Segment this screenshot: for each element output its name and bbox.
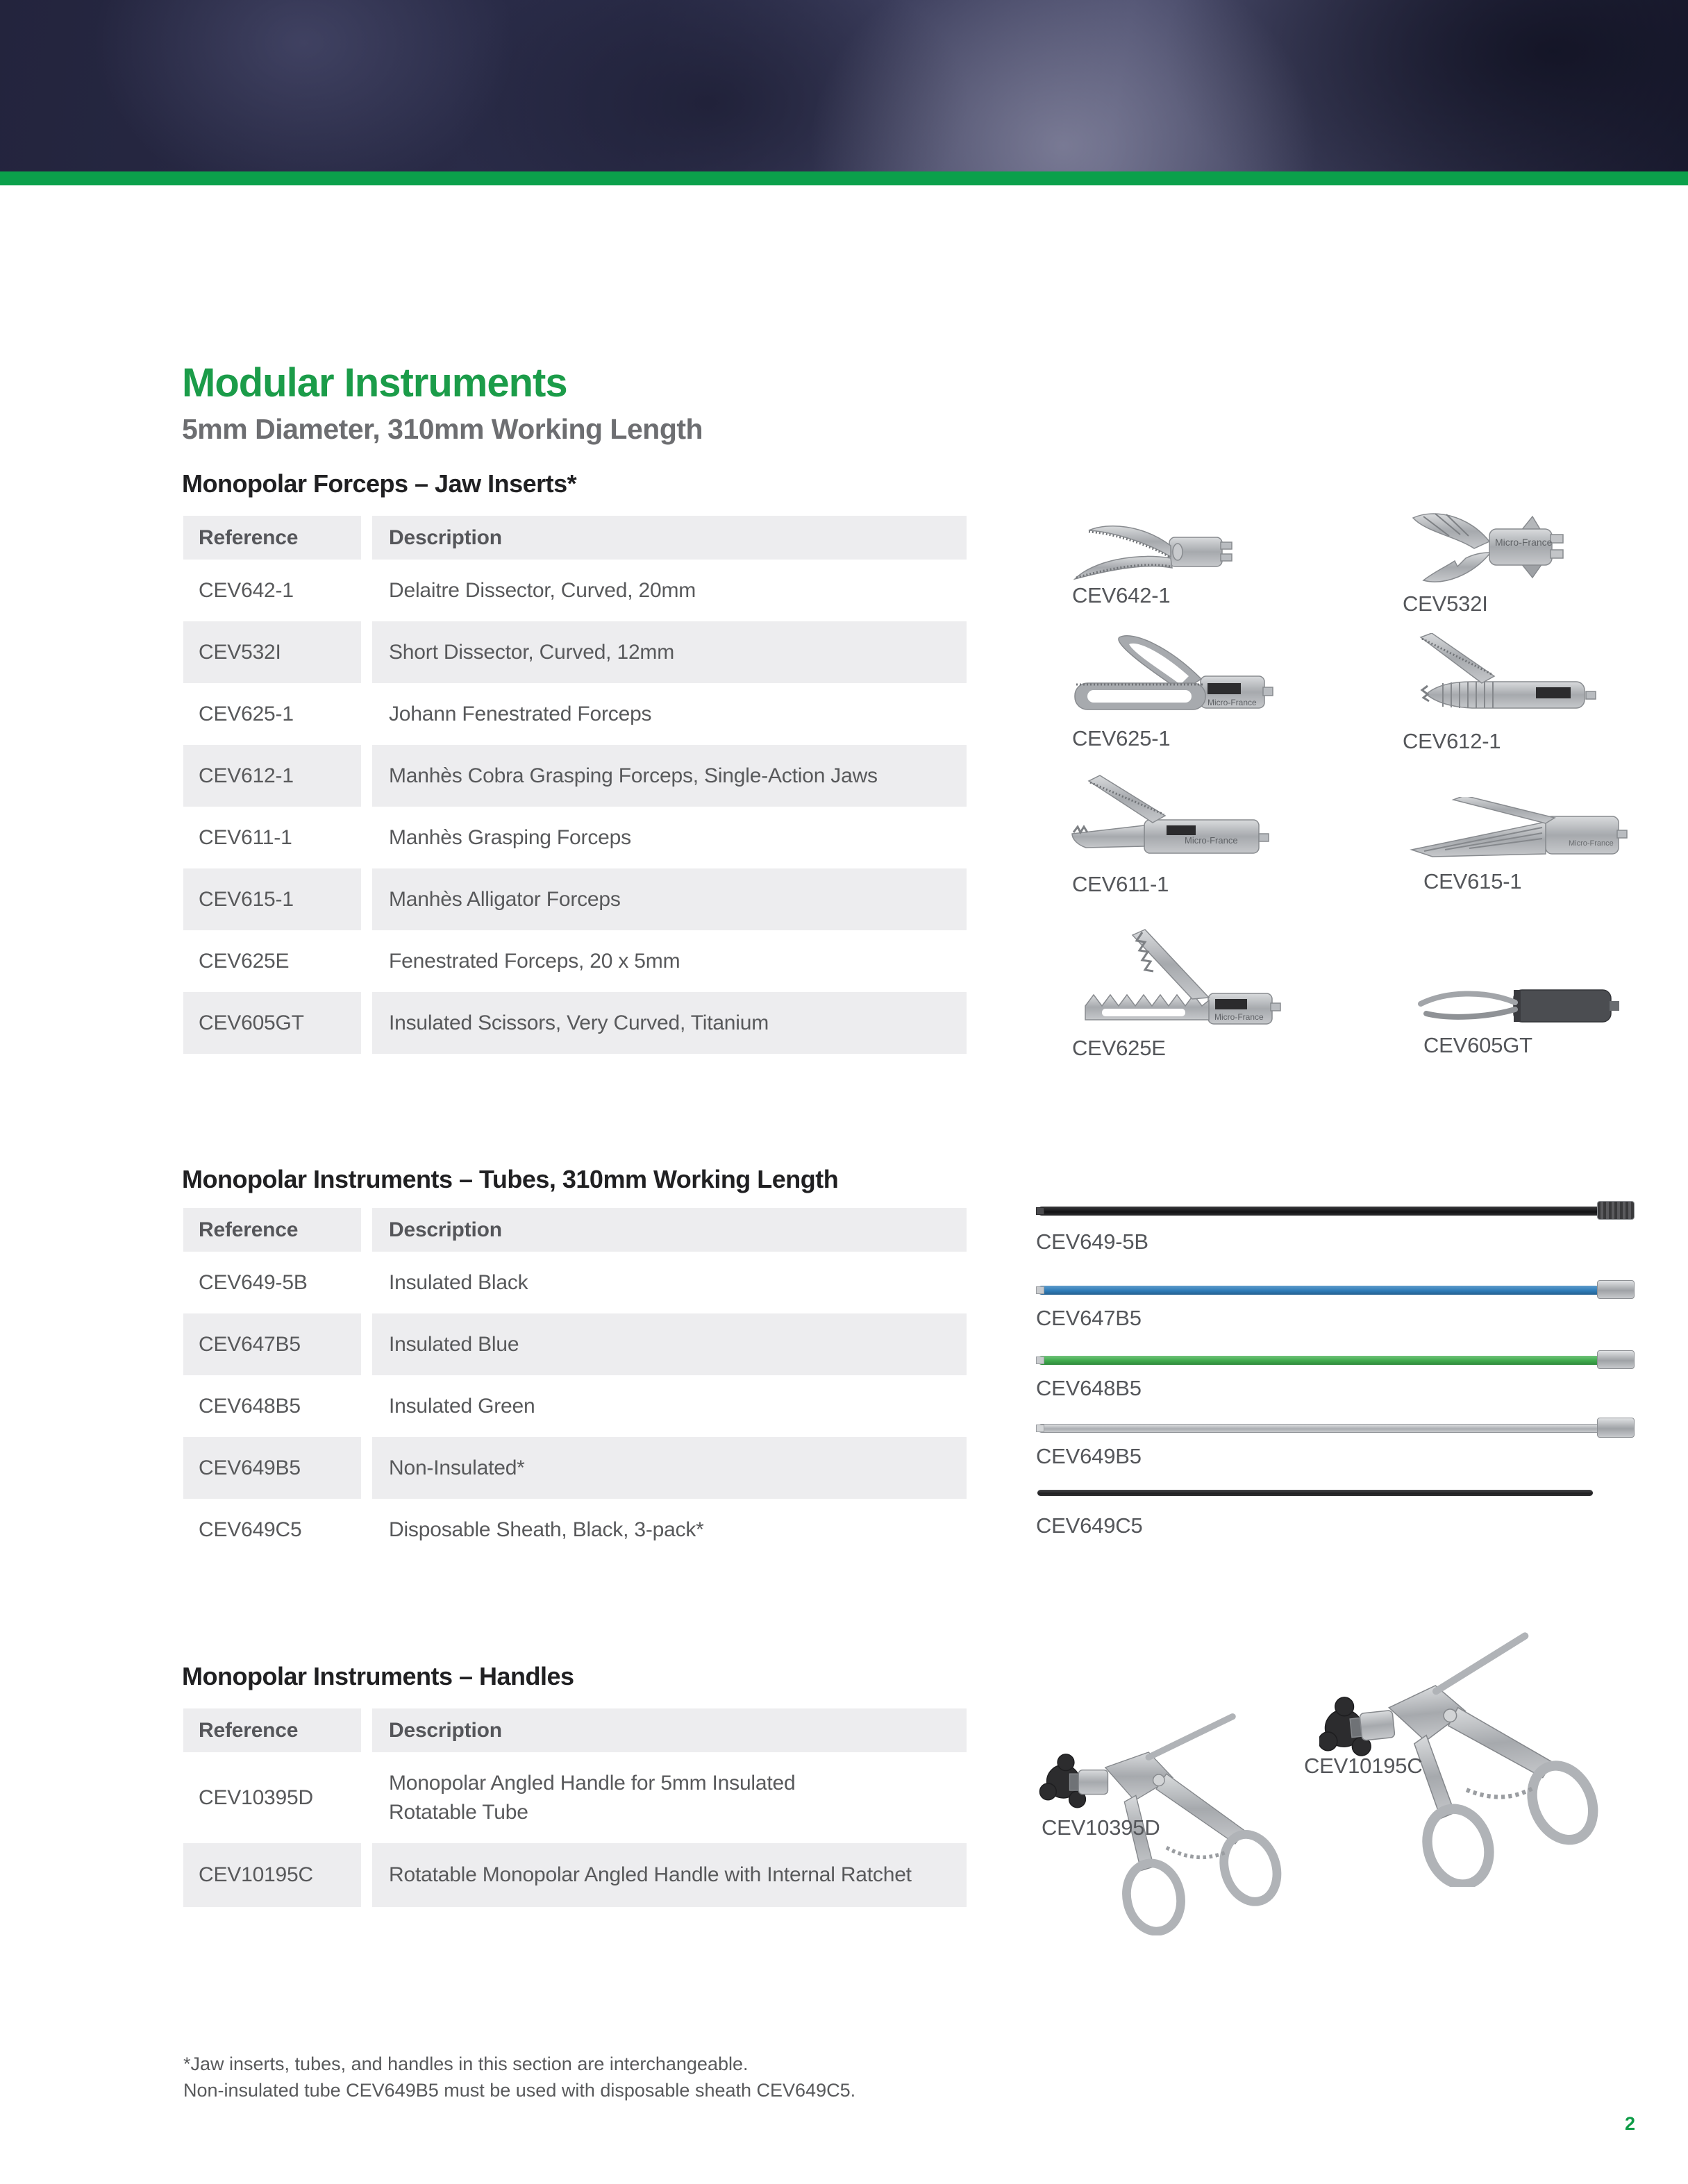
figure-label: CEV532I	[1403, 591, 1488, 616]
figure-label: CEV649-5B	[1036, 1229, 1148, 1254]
column-header-reference: Reference	[183, 1208, 361, 1252]
table-row	[183, 1375, 967, 1437]
column-header-reference: Reference	[183, 1708, 361, 1752]
description-cell: Monopolar Angled Handle for 5mm Insulated Rotatable Tube	[389, 1771, 796, 1824]
reference-cell: CEV625-1	[199, 702, 294, 725]
reference-cell: CEV625E	[199, 949, 290, 973]
description-cell: Manhès Grasping Forceps	[389, 825, 631, 849]
table-row	[183, 1752, 967, 1843]
description-cell: Insulated Black	[389, 1270, 528, 1294]
description-cell: Delaitre Dissector, Curved, 20mm	[389, 578, 696, 602]
tube-image-sheath	[1037, 1483, 1593, 1504]
instrument-image-cev625e	[1073, 927, 1285, 1030]
table-row	[183, 745, 967, 807]
engraved-brand-text: Micro-France	[1214, 1012, 1264, 1022]
table-header-row	[183, 516, 967, 560]
description-cell: Fenestrated Forceps, 20 x 5mm	[389, 949, 680, 973]
section2-heading: Monopolar Instruments – Tubes, 310mm Working Length	[182, 1165, 839, 1193]
reference-cell: CEV605GT	[183, 992, 361, 1054]
table-row	[183, 621, 967, 683]
table-row	[183, 1843, 967, 1907]
description-cell: Short Dissector, Curved, 12mm	[372, 621, 967, 683]
description-cell: Johann Fenestrated Forceps	[389, 702, 652, 725]
figure-label: CEV10195C	[1304, 1754, 1423, 1778]
figure-label: CEV611-1	[1072, 872, 1169, 896]
engraved-brand-text: Micro-France	[1495, 537, 1553, 548]
description-cell: Rotatable Monopolar Angled Handle with Internal Ratchet	[372, 1843, 967, 1907]
table-row	[183, 868, 967, 930]
table-jaw-inserts	[183, 516, 967, 1054]
instrument-image-cev611-1	[1062, 774, 1274, 866]
description-cell: Insulated Green	[389, 1394, 535, 1418]
table-row	[183, 1499, 967, 1561]
reference-cell: CEV648B5	[199, 1394, 301, 1418]
figure-label: CEV648B5	[1036, 1376, 1142, 1400]
reference-cell: CEV612-1	[183, 745, 361, 807]
table-row	[183, 992, 967, 1054]
instrument-image-cev615-1	[1403, 797, 1632, 865]
table-header-row	[183, 1708, 967, 1752]
reference-cell: CEV615-1	[183, 868, 361, 930]
description-cell: Insulated Blue	[372, 1313, 967, 1375]
table-handles	[183, 1708, 967, 1907]
green-accent-bar	[0, 171, 1688, 185]
tube-image-black	[1037, 1200, 1635, 1221]
reference-cell: CEV649C5	[199, 1518, 302, 1541]
reference-cell: CEV642-1	[199, 578, 294, 602]
instrument-image-cev612-1	[1389, 633, 1597, 722]
table-row	[183, 560, 967, 621]
instrument-image-cev625-1	[1065, 633, 1277, 722]
footnote-line1: *Jaw inserts, tubes, and handles in this section are interchangeable.	[183, 2053, 749, 2074]
table-row	[183, 683, 967, 745]
column-header-description: Description	[372, 1208, 967, 1252]
reference-cell: CEV10195C	[183, 1843, 361, 1907]
reference-cell: CEV647B5	[183, 1313, 361, 1375]
reference-cell: CEV532I	[183, 621, 361, 683]
figure-label: CEV605GT	[1423, 1033, 1532, 1057]
engraved-brand-text: Micro-France	[1185, 835, 1238, 846]
column-header-description: Description	[372, 516, 967, 560]
table-row	[183, 807, 967, 868]
section1-heading: Monopolar Forceps – Jaw Inserts*	[182, 469, 577, 498]
page-subtitle: 5mm Diameter, 310mm Working Length	[182, 413, 703, 445]
reference-cell: CEV649-5B	[199, 1270, 308, 1294]
figure-label: CEV625E	[1072, 1036, 1166, 1060]
hero-banner-image	[0, 0, 1688, 171]
figure-label: CEV649B5	[1036, 1444, 1142, 1468]
figure-label: CEV642-1	[1072, 583, 1171, 607]
column-header-description: Description	[372, 1708, 967, 1752]
section3-heading: Monopolar Instruments – Handles	[182, 1662, 574, 1690]
table-row	[183, 1437, 967, 1499]
table-row	[183, 1313, 967, 1375]
figure-label: CEV615-1	[1423, 869, 1522, 893]
instrument-image-cev642-1	[1065, 519, 1254, 583]
page-title: Modular Instruments	[182, 360, 567, 405]
description-cell: Insulated Scissors, Very Curved, Titanium	[372, 992, 967, 1054]
description-cell: Manhès Alligator Forceps	[372, 868, 967, 930]
reference-cell: CEV611-1	[199, 825, 292, 849]
description-cell: Disposable Sheath, Black, 3-pack*	[389, 1518, 704, 1541]
table-row	[183, 1252, 967, 1313]
table-header-row	[183, 1208, 967, 1252]
reference-cell: CEV649B5	[183, 1437, 361, 1499]
engraved-brand-text: Micro-France	[1569, 839, 1614, 848]
figure-label: CEV649C5	[1036, 1513, 1143, 1538]
footnote-line2: Non-insulated tube CEV649B5 must be used with disposable sheath CEV649C5.	[183, 2080, 856, 2101]
reference-cell: CEV10395D	[199, 1786, 313, 1809]
engraved-brand-text: Micro-France	[1207, 698, 1257, 707]
table-tubes	[183, 1208, 967, 1561]
tube-image-silver	[1037, 1418, 1635, 1438]
figure-label: CEV10395D	[1042, 1815, 1160, 1840]
tube-image-blue	[1037, 1279, 1635, 1300]
page-number: 2	[1625, 2113, 1636, 2134]
figure-label: CEV612-1	[1403, 729, 1501, 753]
figure-label: CEV647B5	[1036, 1306, 1142, 1330]
description-cell: Non-Insulated*	[372, 1437, 967, 1499]
column-header-reference: Reference	[183, 516, 361, 560]
table-row	[183, 930, 967, 992]
description-cell: Manhès Cobra Grasping Forceps, Single-Action Jaws	[372, 745, 967, 807]
instrument-image-cev605gt	[1410, 986, 1621, 1027]
tube-image-green	[1037, 1350, 1635, 1370]
figure-label: CEV625-1	[1072, 726, 1171, 750]
instrument-image-cev532i	[1385, 508, 1583, 588]
